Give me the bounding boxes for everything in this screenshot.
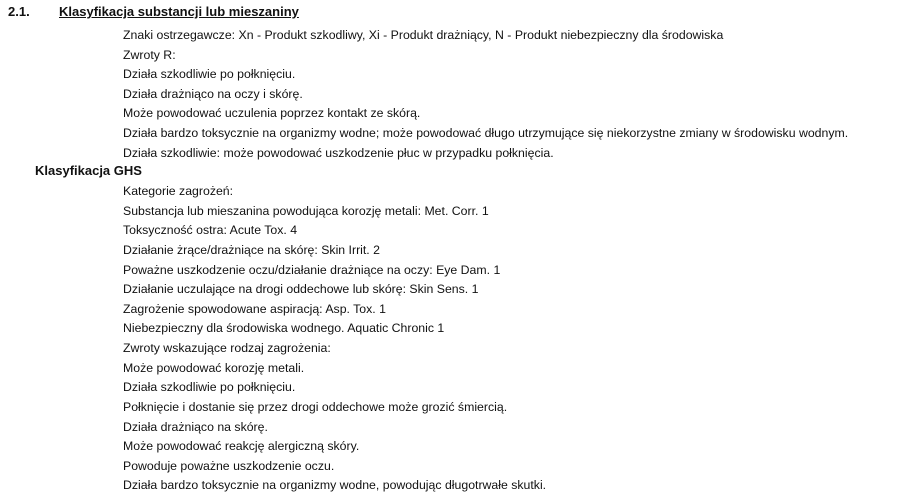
ghs-line: Toksyczność ostra: Acute Tox. 4 xyxy=(123,223,298,237)
ghs-line: Działa bardzo toksycznie na organizmy wodne, powodując długotrwałe skutki. xyxy=(123,478,547,492)
classification-line: Zwroty R: xyxy=(123,48,176,62)
ghs-line: Powoduje poważne uszkodzenie oczu. xyxy=(123,459,335,473)
ghs-line: Niebezpieczny dla środowiska wodnego. Aquatic Chronic 1 xyxy=(123,321,445,335)
ghs-line: Kategorie zagrożeń: xyxy=(123,184,234,198)
section-title: Klasyfikacja substancji lub mieszaniny xyxy=(59,4,299,19)
ghs-line: Działa szkodliwie po połknięciu. xyxy=(123,380,296,394)
ghs-line: Zagrożenie spowodowane aspiracją: Asp. Tox. 1 xyxy=(123,302,386,316)
section-number: 2.1. xyxy=(8,4,30,19)
classification-line: Działa szkodliwie po połknięciu. xyxy=(123,67,296,81)
classification-line: Działa drażniąco na oczy i skórę. xyxy=(123,87,303,101)
classification-line: Działa bardzo toksycznie na organizmy wodne; może powodować długo utrzymujące się niekorzystne zmiany w środowisku wodnym. xyxy=(123,126,849,140)
classification-line: Znaki ostrzegawcze: Xn - Produkt szkodliwy, Xi - Produkt drażniący, N - Produkt niebezpieczny dla środowiska xyxy=(123,28,724,42)
ghs-line: Substancja lub mieszanina powodująca korozję metali: Met. Corr. 1 xyxy=(123,204,489,218)
ghs-line: Może powodować reakcję alergiczną skóry. xyxy=(123,439,360,453)
ghs-line: Działanie żrące/drażniące na skórę: Skin Irrit. 2 xyxy=(123,243,380,257)
ghs-line: Zwroty wskazujące rodzaj zagrożenia: xyxy=(123,341,331,355)
ghs-line: Poważne uszkodzenie oczu/działanie drażniące na oczy: Eye Dam. 1 xyxy=(123,263,501,277)
ghs-heading: Klasyfikacja GHS xyxy=(35,163,142,178)
ghs-line: Działanie uczulające na drogi oddechowe lub skórę: Skin Sens. 1 xyxy=(123,282,479,296)
ghs-line: Działa drażniąco na skórę. xyxy=(123,420,268,434)
classification-line: Działa szkodliwie: może powodować uszkodzenie płuc w przypadku połknięcia. xyxy=(123,146,554,160)
ghs-line: Połknięcie i dostanie się przez drogi oddechowe może grozić śmiercią. xyxy=(123,400,508,414)
classification-line: Może powodować uczulenia poprzez kontakt ze skórą. xyxy=(123,106,421,120)
ghs-line: Może powodować korozję metali. xyxy=(123,361,305,375)
